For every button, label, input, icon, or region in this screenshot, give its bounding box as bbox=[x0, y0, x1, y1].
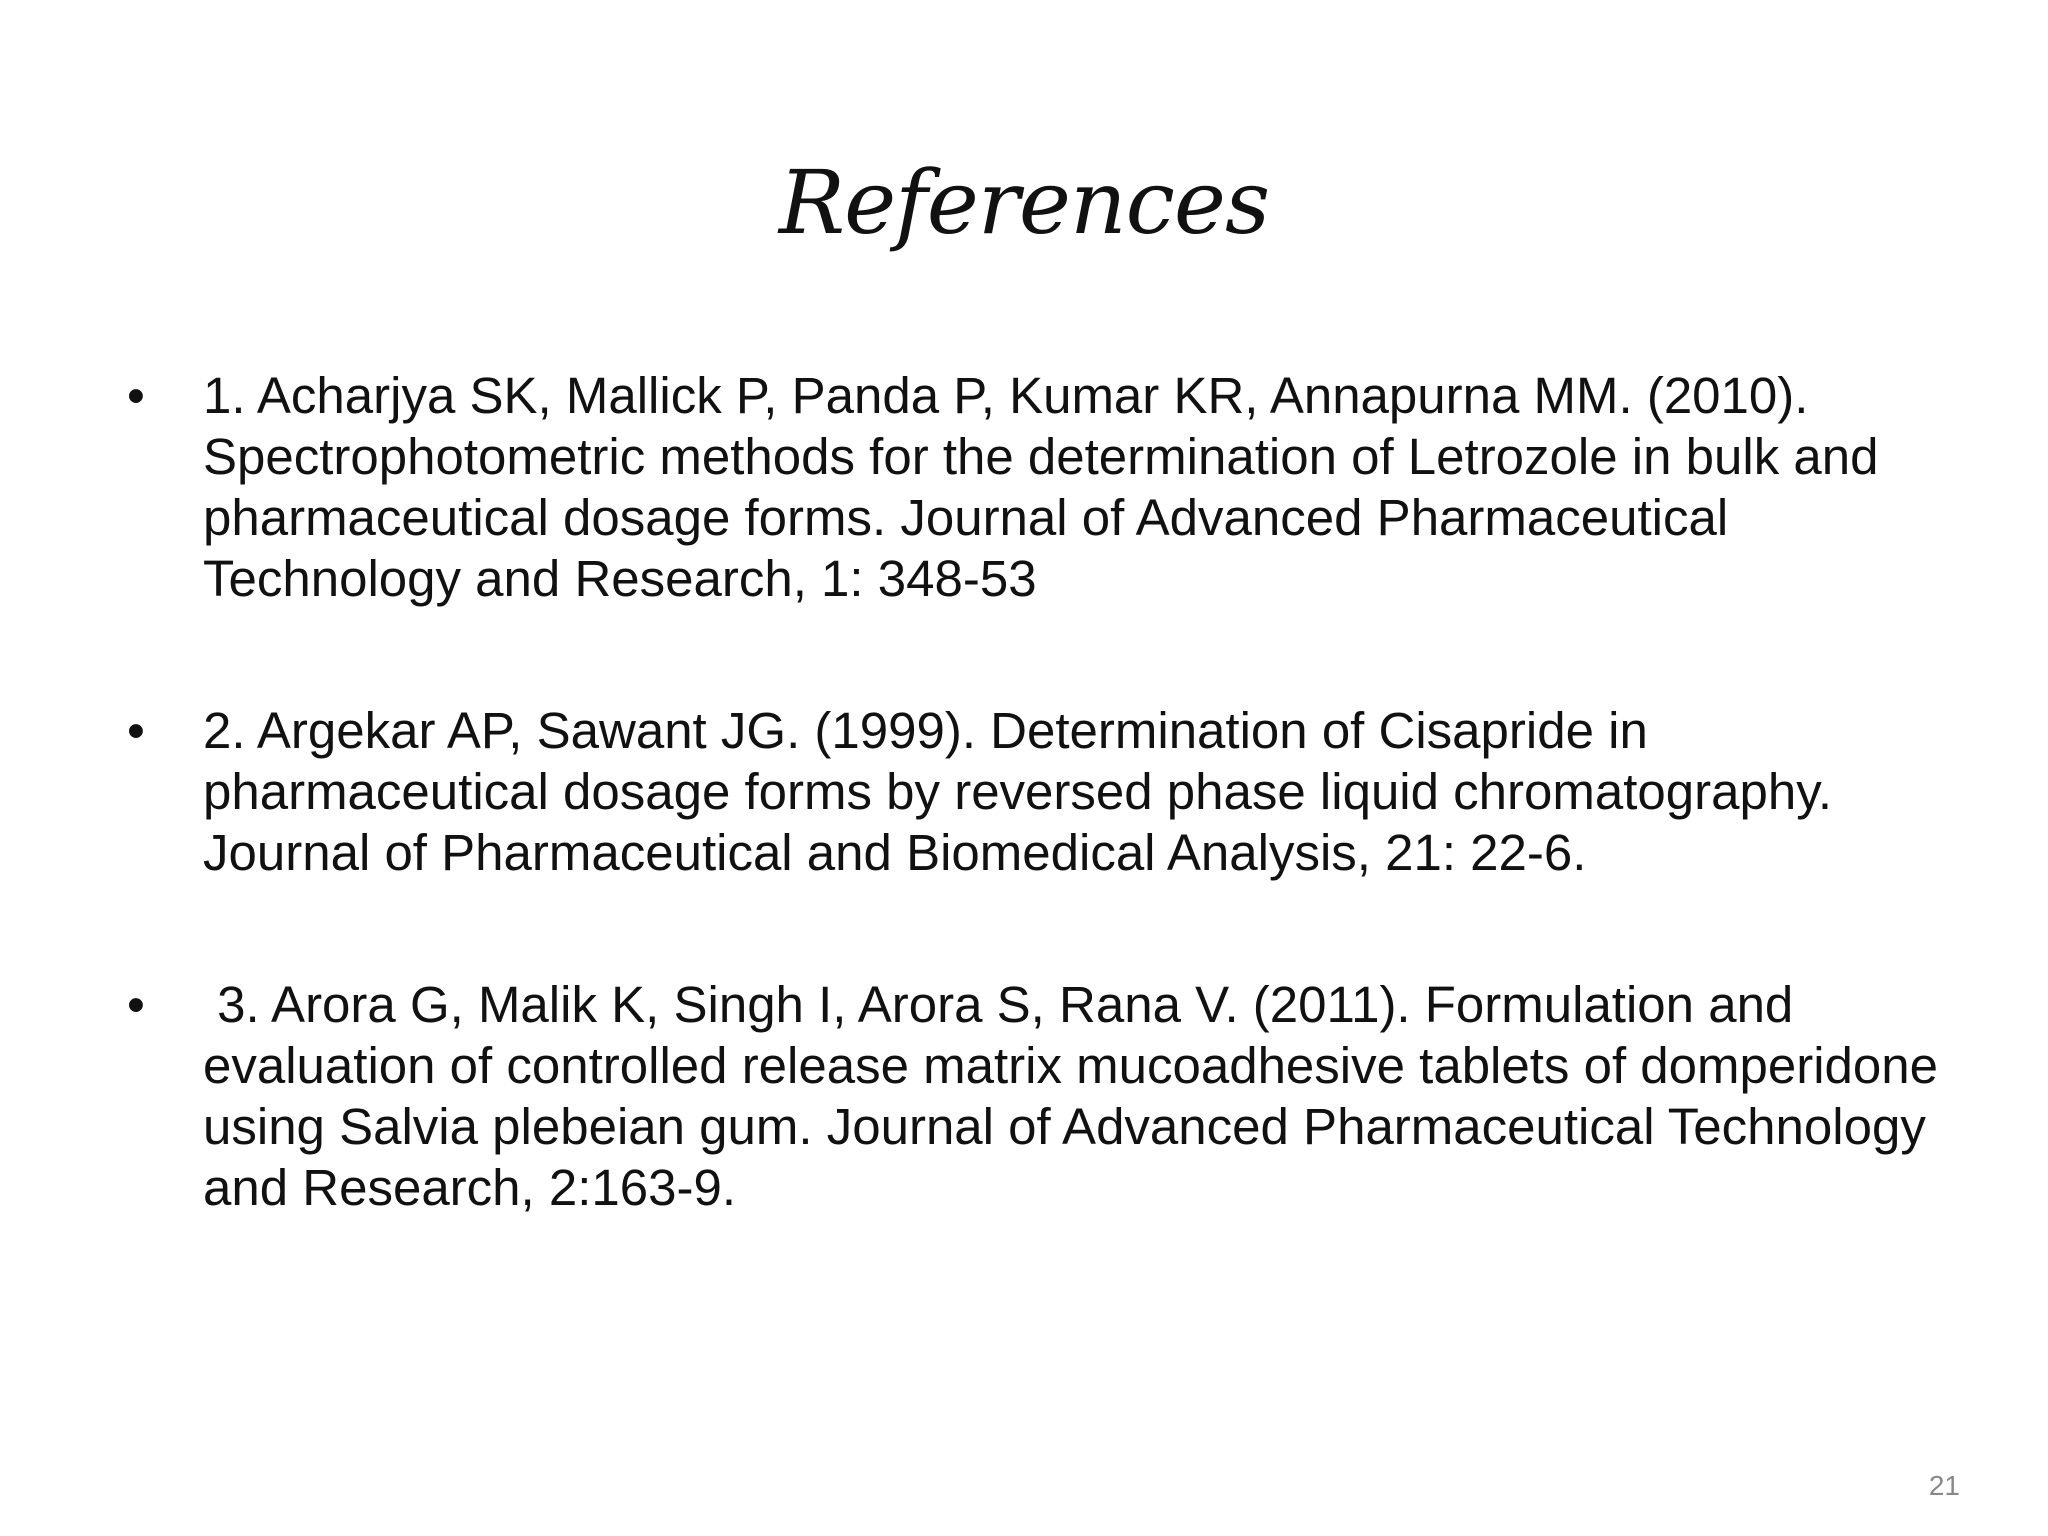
bullet-icon: • bbox=[127, 976, 145, 1033]
reference-item bbox=[115, 700, 1985, 883]
slide-title: References bbox=[778, 151, 1270, 254]
reference-list bbox=[115, 365, 1985, 1309]
reference-text: 2. Argekar AP, Sawant JG. (1999). Determination of Cisapride in pharmaceutical dosage forms by reversed phase liquid chromatography. Journal of Pharmaceutical and Biomedical Analysis, 21: 22-6. bbox=[203, 702, 1833, 881]
bullet-icon: • bbox=[127, 702, 145, 759]
reference-text: 1. Acharjya SK, Mallick P, Panda P, Kumar KR, Annapurna MM. (2010). Spectrophotometric methods for the determination of Letrozole in bulk and pharmaceutical dosage forms. Journal of Advanced Pharmaceutical Technology and Research, 1: 348-53 bbox=[203, 367, 1879, 607]
reference-item bbox=[115, 974, 1985, 1218]
reference-text: 3. Arora G, Malik K, Singh I, Arora S, Rana V. (2011). Formulation and evaluation of controlled release matrix mucoadhesive tablets of domperidone using Salvia plebeian gum. Journal of Advanced Pharmaceutical Technology and Research, 2:163-9. bbox=[203, 976, 1953, 1216]
bullet-icon: • bbox=[127, 367, 145, 424]
page-number: 21 bbox=[1928, 1470, 1960, 1501]
reference-item bbox=[115, 365, 1985, 609]
